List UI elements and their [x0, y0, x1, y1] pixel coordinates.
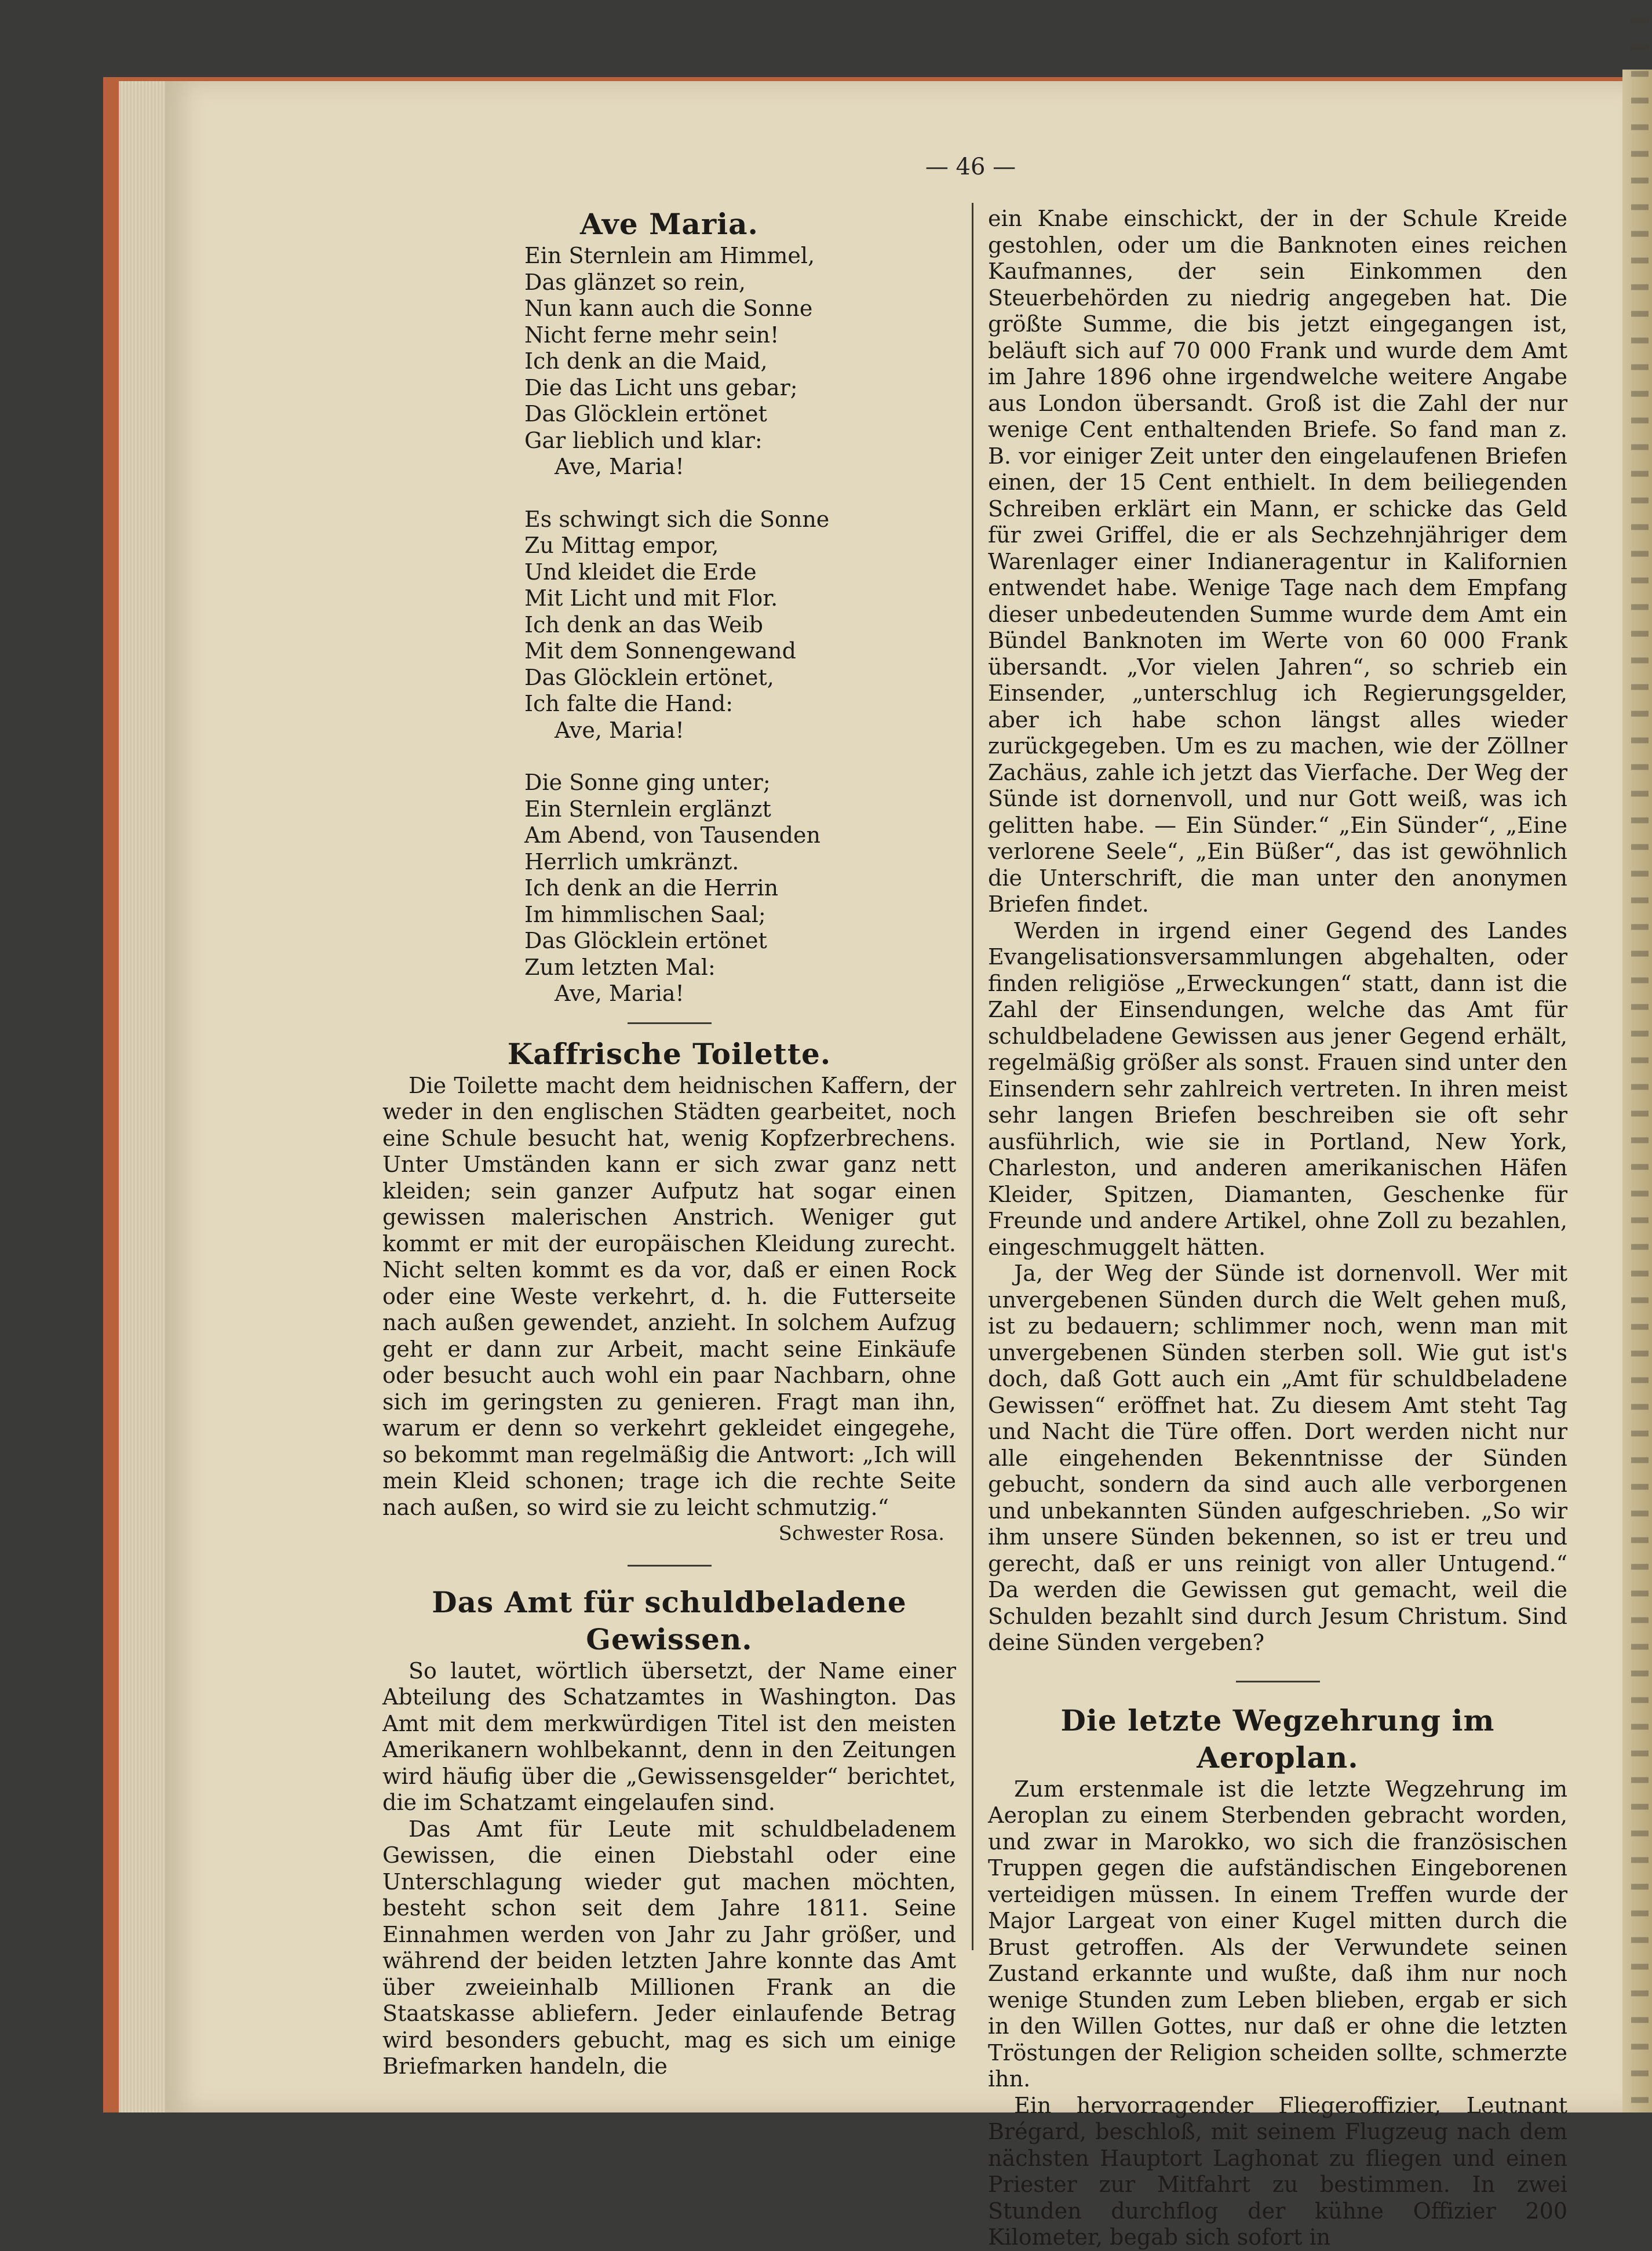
- poem-line: Das Glöcklein ertönet: [524, 401, 767, 427]
- aeroplan-paragraph: Ein hervorragender Fliegeroffizier, Leutnant Brégard, beschloß, mit seinem Flugzeug nach dem nächsten Hauptort Laghonat zu fliegen und einen Priester zur Mitfahrt zu bestimmen. In zwei Stunden durchflog der kühne Offizier 200 Kilometer, begab sich sofort in: [988, 2092, 1567, 2250]
- poem-line: Die Sonne ging unter;: [524, 770, 771, 795]
- poem-line: Ein Sternlein erglänzt: [524, 796, 771, 822]
- poem-line: Ich denk an die Maid,: [524, 348, 768, 374]
- poem-line: Das glänzet so rein,: [524, 269, 746, 295]
- kaffrische-title: Kaffrische Toilette.: [507, 1036, 832, 1071]
- poem-line: Das Glöcklein ertönet,: [524, 664, 774, 690]
- amt-paragraph: So lautet, wörtlich übersetzt, der Name einer Abteilung des Schatzamtes in Washington. Das Amt mit dem merkwürdigen Titel ist den meisten Amerikanern wohlbekannt, denn in den Zeitungen wird häufig über die „Gewissensgelder“ berichtet, die im Schatzamt eingelaufen sind.: [382, 1658, 956, 1815]
- poem-line: Es schwingt sich die Sonne: [524, 506, 830, 532]
- poem-line: Zu Mittag empor,: [524, 533, 719, 558]
- poem-line: Mit dem Sonnengewand: [524, 638, 796, 664]
- facing-page-text: [1631, 0, 1649, 2112]
- poem-line: Ich denk an das Weib: [524, 611, 763, 638]
- column-rule: [972, 203, 973, 1950]
- poem-line: Mit Licht und mit Flor.: [524, 585, 778, 611]
- poem-line: Gar lieblich und klar:: [524, 427, 763, 453]
- poem-line: Ich falte die Hand:: [524, 691, 733, 716]
- aeroplan-title: Die letzte Wegzehrung im Aeroplan.: [1060, 1703, 1495, 1775]
- amt-continued-paragraph: ein Knabe einschickt, der in der Schule Kreide gestohlen, oder um die Banknoten eines reichen Kaufmannes, der sein Einkommen den Steuerbehörden zu niedrig angegeben hat. Die größte Summe, die bis jetzt eingegangen ist, beläuft sich auf 70 000 Frank und wurde dem Amt im Jahre 1896 ohne irgendwelche weitere Angabe aus London übersandt. Groß ist die Zahl der nur wenige Cent enthaltenden Briefe. So fand man z. B. vor einiger Zeit unter den eingelaufenen Briefen einen, der 15 Cent enthielt. In dem beiliegenden Schreiben erklärt ein Mann, er schicke das Geld für zwei Griffel, die er als Sechzehnjähriger dem Warenlager einer Indianeragentur in Kalifornien entwendet habe. Wenige Tage nach dem Empfang dieser unbedeutenden Summe wurde dem Amt ein Bündel Banknoten im Werte von 60 000 Frank übersandt. „Vor vielen Jahren“, so schrieb ein Einsender, „unterschlug ich Regierungsgelder, aber ich habe schon längst alles wieder zurückgegeben. Um es zu machen, wie der Zöllner Zachäus, zahle ich jetzt das Vierfache. Der Weg der Sünde ist dornenvoll, und nur Gott weiß, was ich gelitten habe. — Ein Sünder.“ „Ein Sünder“, „Eine verlorene Seele“, „Ein Büßer“, das ist gewöhnlich die Unterschrift, die man unter den anonymen Briefen findet.: [988, 206, 1567, 917]
- poem-line: Das Glöcklein ertönet: [524, 928, 767, 953]
- ave-maria-title: Ave Maria.: [580, 207, 758, 241]
- poem-stanza: [524, 770, 956, 1007]
- amt-paragraph: Werden in irgend einer Gegend des Landes Evangelisationsversammlungen abgehalten, oder finden religiöse „Erweckungen“ statt, dann ist die Zahl der Einsendungen, welche das Amt für schuldbeladene Gewissen aus jener Gegend erhält, regelmäßig größer als sonst. Frauen sind unter den Einsendern sehr zahlreich vertreten. In ihren meist sehr langen Briefen beschreiben sie oft sehr ausführlich, wie sie in Portland, New York, Charleston, und anderen amerikanischen Häfen Kleider, Spitzen, Diamanten, Geschenke für Freunde und andere Artikel, ohne Zoll zu bezahlen, eingeschmuggelt hätten.: [988, 917, 1567, 1260]
- ave-maria-poem: [524, 243, 956, 1007]
- poem-line: Ein Sternlein am Himmel,: [524, 243, 815, 268]
- poem-line: Nun kann auch die Sonne: [524, 296, 813, 321]
- poem-line: Ave, Maria!: [555, 454, 684, 479]
- poem-stanza: [524, 243, 956, 480]
- poem-line: Die das Licht uns gebar;: [524, 374, 798, 400]
- page-edges: [119, 81, 171, 2112]
- amt-paragraph: Ja, der Weg der Sünde ist dornenvoll. Wer mit unvergebenen Sünden durch die Welt gehen muß, ist zu bedauern; schlimmer noch, wenn man mit unvergebenen Sünden sterben soll. Wie gut ist's doch, daß Gott auch ein „Amt für schuldbeladene Gewissen“ eröffnet hat. Zu diesem Amt steht Tag und Nacht die Türe offen. Dort werden nicht nur alle eingehenden Bekenntnisse der Sünden gebucht, sondern da sind auch alle verborgenen und unbekannten Sünden aufgeschrieben. „So wir ihm unsere Sünden bekennen, so ist er treu und gerecht, daß er uns reinigt von aller Untugend.“ Da werden die Gewissen gut gemacht, weil die Schulden bezahlt sind durch Jesum Christum. Sind deine Sünden vergeben?: [988, 1261, 1567, 1655]
- kaffrische-paragraph: Die Toilette macht dem heidnischen Kaffern, der weder in den englischen Städten gearbeitet, noch eine Schule besucht hat, wenig Kopfzerbrechens. Unter Umständen kann er sich zwar ganz nett kleiden; sein ganzer Aufputz hat sogar einen gewissen malerischen Anstrich. Weniger gut kommt er mit der europäischen Kleidung zurecht. Nicht selten kommt es da vor, daß er einen Rock oder eine Weste verkehrt, d. h. die Futterseite nach außen gewendet, anzieht. In solchem Aufzug geht er dann zur Arbeit, macht seine Einkäufe oder besucht auch wohl ein paar Nachbarn, ohne sich im geringsten zu genieren. Fragt man ihn, warum er denn so verkehrt gekleidet eingegehe, so bekommt man regelmäßig die Antwort: „Ich will mein Kleid schonen; trage ich die rechte Seite nach außen, so wird sie zu leicht schmutzig.“: [382, 1072, 956, 1520]
- poem-line: Am Abend, von Tausenden: [524, 822, 820, 848]
- poem-line: Zum letzten Mal:: [524, 954, 716, 980]
- amt-paragraph: Das Amt für Leute mit schuldbeladenem Gewissen, die einen Diebstahl oder eine Unterschlagung wieder gut machen möchten, besteht schon seit dem Jahre 1811. Seine Einnahmen werden von Jahr zu Jahr größer, und während der beiden letzten Jahre konnte das Amt über zweieinhalb Millionen Frank an die Staatskasse abliefern. Jeder einlaufende Betrag wird besonders gebucht, mag es sich um einige Briefmarken handeln, die: [382, 1816, 956, 2079]
- poem-stanza: [524, 507, 956, 744]
- left-column: [382, 206, 956, 2080]
- poem-line: Ave, Maria!: [555, 981, 684, 1006]
- poem-line: Ich denk an die Herrin: [524, 875, 779, 901]
- right-column: [988, 206, 1567, 2251]
- poem-line: Herrlich umkränzt.: [524, 848, 739, 875]
- poem-line: Ave, Maria!: [555, 717, 684, 743]
- poem-line: Im himmlischen Saal;: [524, 901, 766, 927]
- aeroplan-paragraph: Zum erstenmale ist die letzte Wegzehrung im Aeroplan zu einem Sterbenden gebracht worden, und zwar in Marokko, wo sich die französischen Truppen gegen die aufständischen Eingeborenen verteidigen müssen. In einem Treffen wurde der Major Largeat von einer Kugel mitten durch die Brust getroffen. Als der Verwundete seinen Zustand erkannte und wußte, daß ihm nur noch wenige Stunden zum Leben blieben, ergab er sich in den Willen Gottes, nur daß er ohne die letzten Tröstungen der Religion scheiden sollte, schmerzte ihn.: [988, 1776, 1567, 2092]
- kaffrische-signature: Schwester Rosa.: [778, 1522, 944, 1545]
- amt-title: Das Amt für schuldbeladene Gewissen.: [432, 1585, 907, 1656]
- poem-line: Nicht ferne mehr sein!: [524, 322, 779, 348]
- poem-line: Und kleidet die Erde: [524, 559, 757, 585]
- page-number: — 46 —: [925, 154, 1016, 180]
